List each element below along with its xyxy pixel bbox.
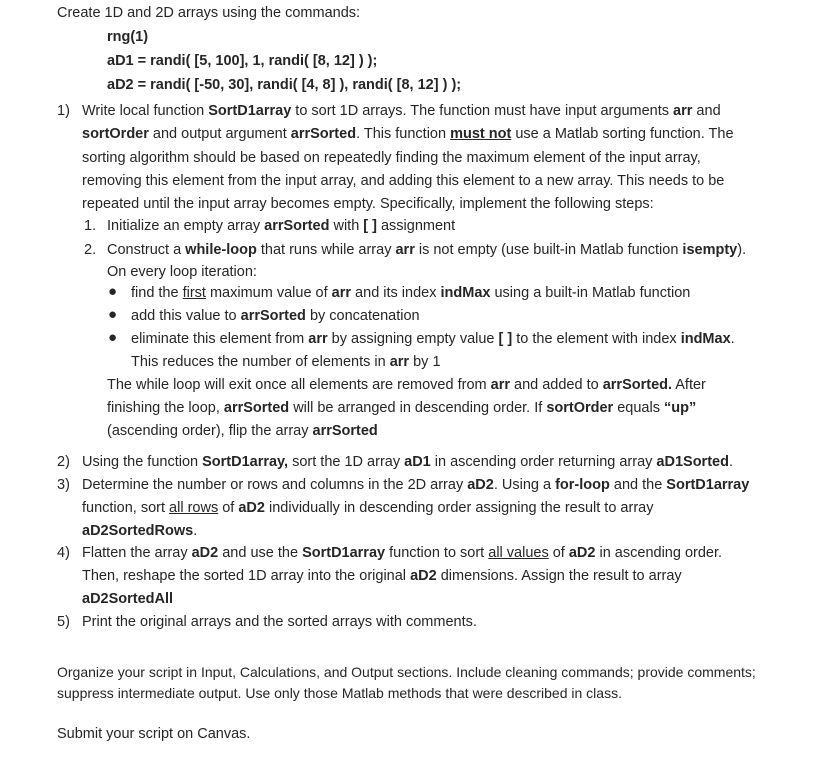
task-4-line-2: Then, reshape the sorted 1D array into the original aD2 dimensions. Assign the result to array [82,568,682,584]
step-2-line-2: On every loop iteration: [107,264,257,280]
task-3-line-2: function, sort all rows of aD2 individually in descending order assigning the result to array [82,500,654,516]
code-line-rng: rng(1) [107,29,149,45]
task-4-line-1: Flatten the array aD2 and use the SortD1array function to sort all values of aD2 in ascending order. [82,545,723,561]
bullet-icon: ● [108,306,118,323]
bullet-2-text: add this value to arrSorted by concatenation [131,308,420,324]
bullet-icon: ● [108,329,118,346]
bullet-3-text: eliminate this element from arr by assigning empty value [ ] to the element with index indMax. [131,331,735,347]
task-2-text: Using the function SortD1array, sort the 1D array aD1 in ascending order returning array aD1Sorted. [82,454,733,470]
step-2-number: 2. [84,242,97,258]
task-1-line-3: sorting algorithm should be based on repeatedly finding the maximum element of the input array, [82,150,701,166]
task-1-line-2: sortOrder and output argument arrSorted. This function must not use a Matlab sorting function. The [82,126,734,142]
task-1-number: 1) [57,103,70,119]
while-note-line-1: The while loop will exit once all elements are removed from arr and added to arrSorted. After [107,377,706,393]
intro-text: Create 1D and 2D arrays using the commands: [57,5,361,21]
bullet-icon: ● [108,283,118,300]
task-3-line-3: aD2SortedRows. [82,523,198,539]
while-note-line-2: finishing the loop, arrSorted will be arranged in descending order. If sortOrder equals “up” [107,400,697,416]
task-1-line-1: Write local function SortD1array to sort 1D arrays. The function must have input arguments arr and [82,103,721,119]
bullet-3-line-2: This reduces the number of elements in arr by 1 [131,354,441,370]
organize-line-1: Organize your script in Input, Calculations, and Output sections. Include cleaning commands; provide comments; [57,664,756,680]
step-1-text: Initialize an empty array arrSorted with [ ] assignment [107,218,456,234]
task-3-line-1: Determine the number or rows and columns in the 2D array aD2. Using a for-loop and the SortD1array [82,477,750,493]
code-line-ad2: aD2 = randi( [-50, 30], randi( [4, 8] ), randi( [8, 12] ) ); [107,77,462,93]
while-note-line-3: (ascending order), flip the array arrSorted [107,423,378,439]
task-5-text: Print the original arrays and the sorted arrays with comments. [82,614,477,630]
task-5-number: 5) [57,614,70,630]
task-1-line-5: repeated until the input array becomes empty. Specifically, implement the following steps: [82,196,654,212]
organize-line-2: suppress intermediate output. Use only those Matlab methods that were described in class. [57,685,622,701]
task-1-line-4: removing this element from the input array, and adding this element to a new array. This needs to be [82,173,725,189]
submit-text: Submit your script on Canvas. [57,726,251,742]
step-1-number: 1. [84,218,97,234]
code-line-ad1: aD1 = randi( [5, 100], 1, randi( [8, 12] ) ); [107,53,378,69]
task-3-number: 3) [57,477,70,493]
step-2-text: Construct a while-loop that runs while array arr is not empty (use built-in Matlab function isempty). [107,242,747,258]
task-2-number: 2) [57,454,70,470]
bullet-1-text: find the first maximum value of arr and its index indMax using a built-in Matlab function [131,285,691,301]
task-4-line-3: aD2SortedAll [82,591,174,607]
task-4-number: 4) [57,545,70,561]
